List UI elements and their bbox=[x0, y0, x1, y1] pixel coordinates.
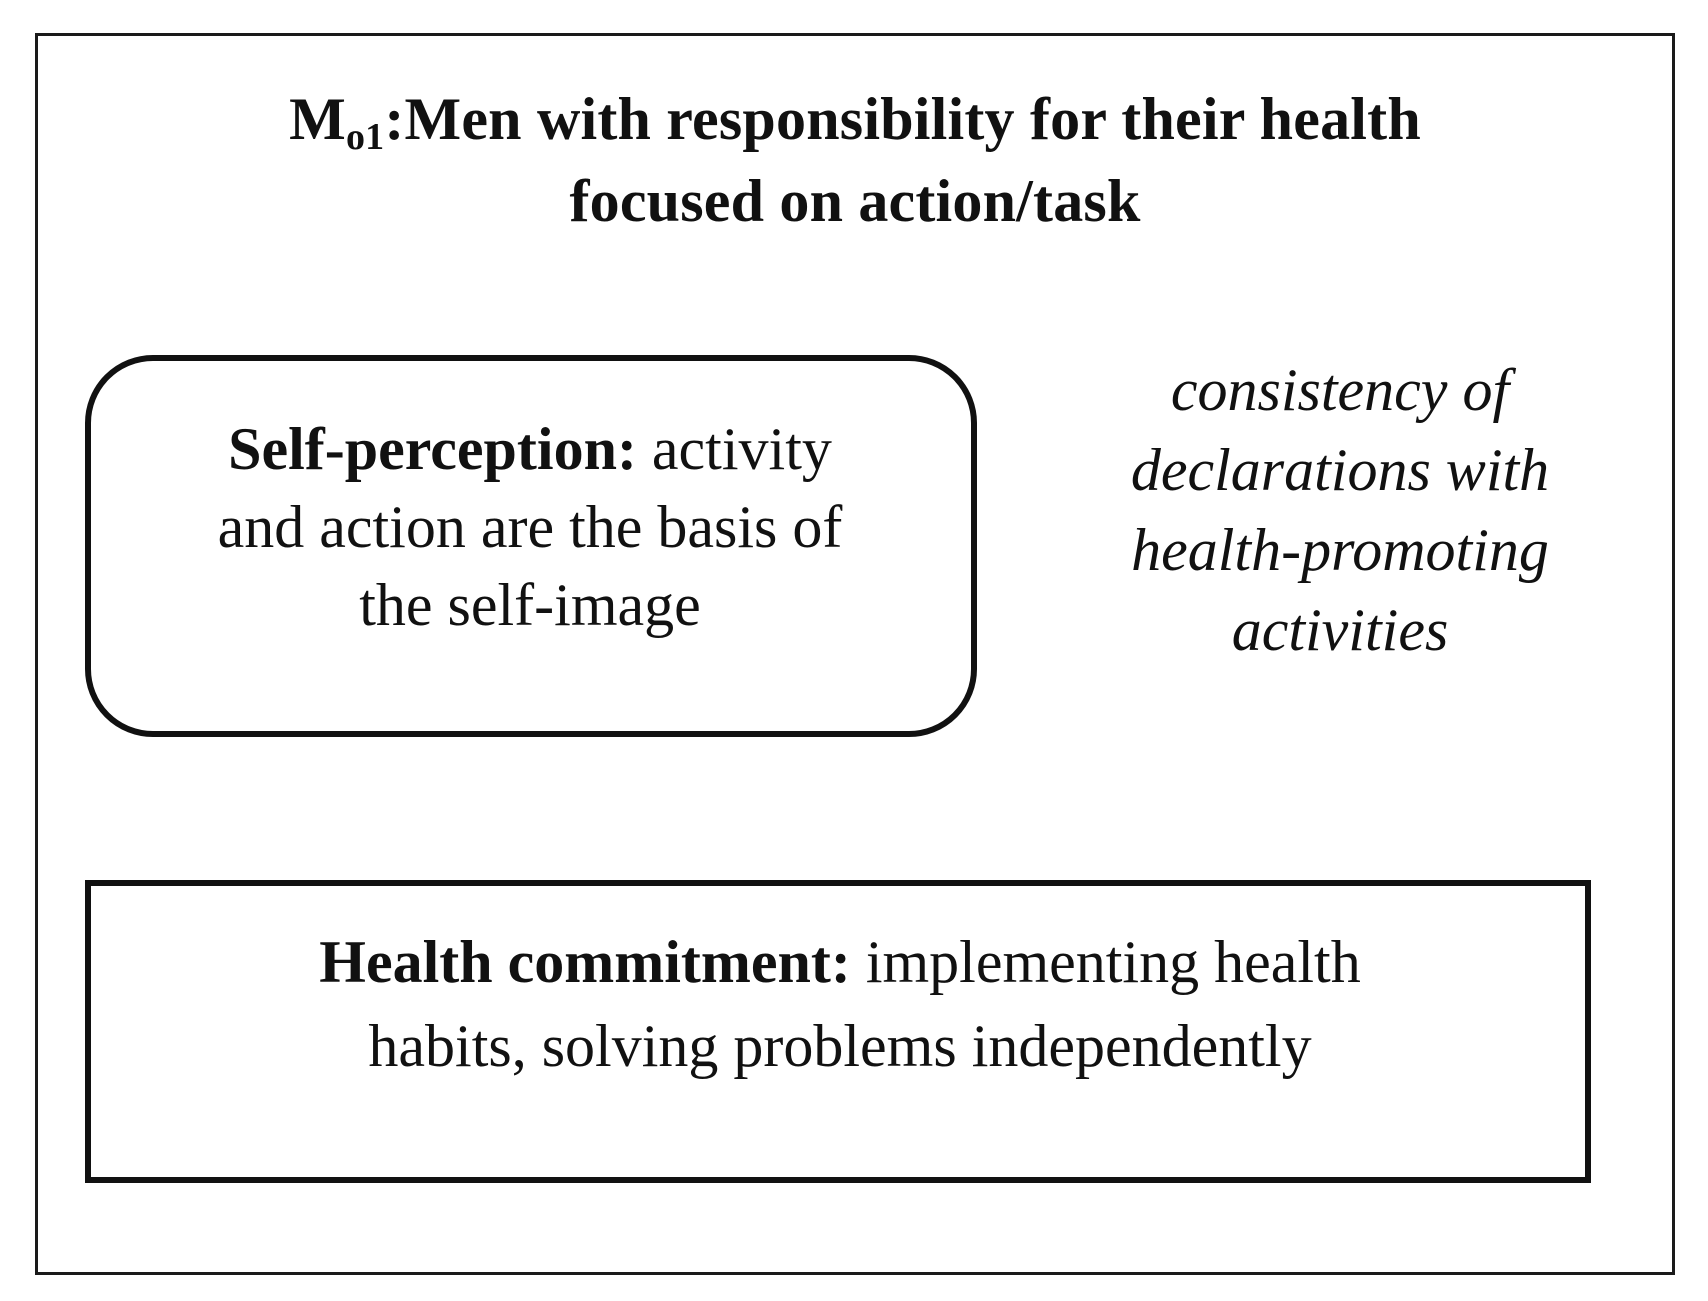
title-prefix: M bbox=[289, 86, 346, 152]
title-line1: :Men with responsibility for their health bbox=[384, 86, 1421, 152]
self-perception-line2: and action are the basis of bbox=[217, 494, 843, 560]
consistency-line3: health-promoting bbox=[1131, 517, 1549, 583]
health-commitment-line1: implementing health bbox=[850, 929, 1361, 995]
diagram-title bbox=[35, 78, 1675, 242]
title-line2: focused on action/task bbox=[569, 168, 1141, 234]
health-commitment-text bbox=[170, 920, 1510, 1088]
health-commitment-line2: habits, solving problems independently bbox=[368, 1013, 1312, 1079]
consistency-note bbox=[1040, 350, 1640, 670]
self-perception-line1: activity bbox=[636, 416, 832, 482]
consistency-line4: activities bbox=[1231, 597, 1449, 663]
self-perception-line3: the self-image bbox=[359, 572, 701, 638]
consistency-line2: declarations with bbox=[1130, 437, 1550, 503]
self-perception-label: Self-perception: bbox=[228, 416, 637, 482]
self-perception-text bbox=[140, 410, 920, 644]
title-subscript: o1 bbox=[345, 116, 385, 158]
health-commitment-label: Health commitment: bbox=[319, 929, 851, 995]
consistency-line1: consistency of bbox=[1170, 357, 1510, 423]
